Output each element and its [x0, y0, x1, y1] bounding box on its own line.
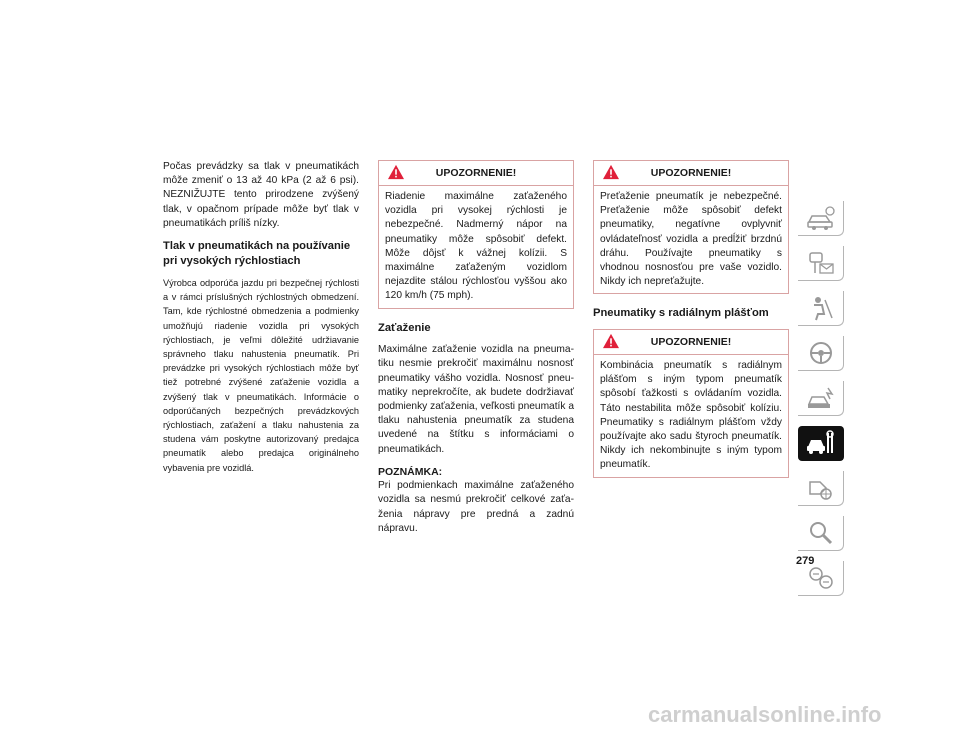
tab-service-active[interactable] [798, 426, 844, 461]
column-right [593, 160, 789, 490]
warning-text: Preťaženie pneumatík je nebezpečné. Preťaženie môže spôsobiť defekt pneumatiky, negatívne ovplyvniť ovládateľnosť vozidla a predĺžiť brzdnú dráhu. Používajte pneumatiky s vhodnou nosnosťou pre vaše vozidlo. Nikdy ich nepreťažujte. [600, 191, 782, 288]
keys-envelope-icon [806, 249, 836, 277]
warning-triangle-icon [602, 333, 620, 349]
column-middle [378, 160, 574, 544]
chapter-tabs [798, 201, 844, 606]
car-wrench-icon [806, 429, 836, 457]
tab-keys[interactable] [798, 246, 844, 281]
warning-text: Kombinácia pneumatík s radiálnym plášťom s iným typom pneumatík spôsobí ťažkosti s ovládaním vozidla. Táto nestabilita môže spôsobiť kolíziu. Pneumatiky s radiálnym plášťom vždy používajte ako sadu štyroch pneumatík. Nikdy ich nekombinujte s iným typom pneumatík. [600, 359, 782, 471]
magnifier-icon [806, 519, 836, 547]
watermark: carmanualsonline.info [648, 702, 882, 727]
tab-crash[interactable] [798, 381, 844, 416]
steering-wheel-icon [806, 339, 836, 367]
tab-steering[interactable] [798, 336, 844, 371]
warning-triangle-icon [387, 164, 405, 180]
warning-triangle-icon [602, 164, 620, 180]
tab-seat-safety[interactable] [798, 291, 844, 326]
warning-title: UPOZORNENIE! [650, 335, 732, 348]
warning-title: UPOZORNENIE! [650, 167, 732, 179]
warning-text: Riadenie maximálne zaťaženého vozidla pri vysokej rýchlosti je nebezpečné. Nadmerný nápor na pneumatiky môže spôsobiť defekt. Môže dôjsť k vážnej kolízii. S maximálne zaťaženým vozidlom nejazdite stálou rýchlosťou vyššou ako 120 km/h (75 mph). [385, 191, 567, 302]
intro-paragraph: Počas prevádzky sa tlak v pneumatikách môže zmeniť o 13 až 40 kPa (2 až 6 psi). NEZNIŽUJTE tento prirodzene zvýšený tlak, v opačnom prípade môže byť tlak v pneumatikách príliš nízky. [163, 161, 359, 229]
warning-box [378, 160, 574, 309]
tab-maintenance[interactable] [798, 471, 844, 506]
warning-box [593, 160, 789, 294]
language-icon [806, 564, 836, 592]
warning-header [379, 161, 573, 186]
section-heading-radial: Pneumatiky s radiálnym plášťom [593, 307, 769, 320]
seat-safety-icon [806, 294, 836, 322]
warning-header [594, 161, 788, 186]
car-info-icon [806, 204, 836, 232]
warning-box [593, 329, 789, 478]
column-left [163, 160, 359, 483]
tab-index[interactable] [798, 516, 844, 551]
warning-header [594, 330, 788, 355]
page-number: 279 [796, 555, 815, 567]
note-title: POZNÁMKA: [378, 465, 443, 478]
car-crash-icon [806, 384, 836, 412]
section-heading-load: Zaťaženie [378, 321, 431, 334]
tab-car-info[interactable] [798, 201, 844, 236]
note-paragraph: Pri podmienkach maximálne zaťaženého vozidla sa nesmú prekročiť celkové zaťaženia nápravy pre predná a zadnú nápravu. [378, 480, 574, 534]
load-paragraph: Maximálne zaťaženie vozidla na pneumatiku nesmie prekročiť maximálnu nosnosť pneumatiky vášho vozidla. Nosnosť pneumatiky neprekročíte, ak budete dodržiavať podmienky zaťaženia, veľkosti pneumatík a tlaku nahustenia pneumatík za studena uvedené na štítku s informáciami o pneumatikách. [378, 344, 574, 455]
warning-title: UPOZORNENIE! [435, 167, 517, 179]
section-heading-high-speed: Tlak v pneumatikách na používanie pri vysokých rýchlostiach [163, 240, 351, 267]
car-service-icon [806, 474, 836, 502]
high-speed-paragraph: Výrobca odporúča jazdu pri bezpečnej rýchlosti a v rámci príslušných rýchlostných obmedzení. Tam, kde rýchlostné obmedzenia a podmienky umožňujú riadenie vozidla pri vysokých rýchlostiach, je veľmi dôležité udržiavanie správneho tlaku nahustenia pneumatík. Pri prevádzke pri vysokých rýchlostiach môže byť tiež potrebné zvýšené zaťaženie vozidla a zvýšený tlak v pneumatikách. Informácie o odporúčaných bezpečných prevádzkových rýchlostiach, zaťažení a tlaku nahustenia za studena vám poskytne autorizovaný predajca pneumatík alebo predajca originálneho vybavenia pre vozidlá. [163, 278, 359, 473]
